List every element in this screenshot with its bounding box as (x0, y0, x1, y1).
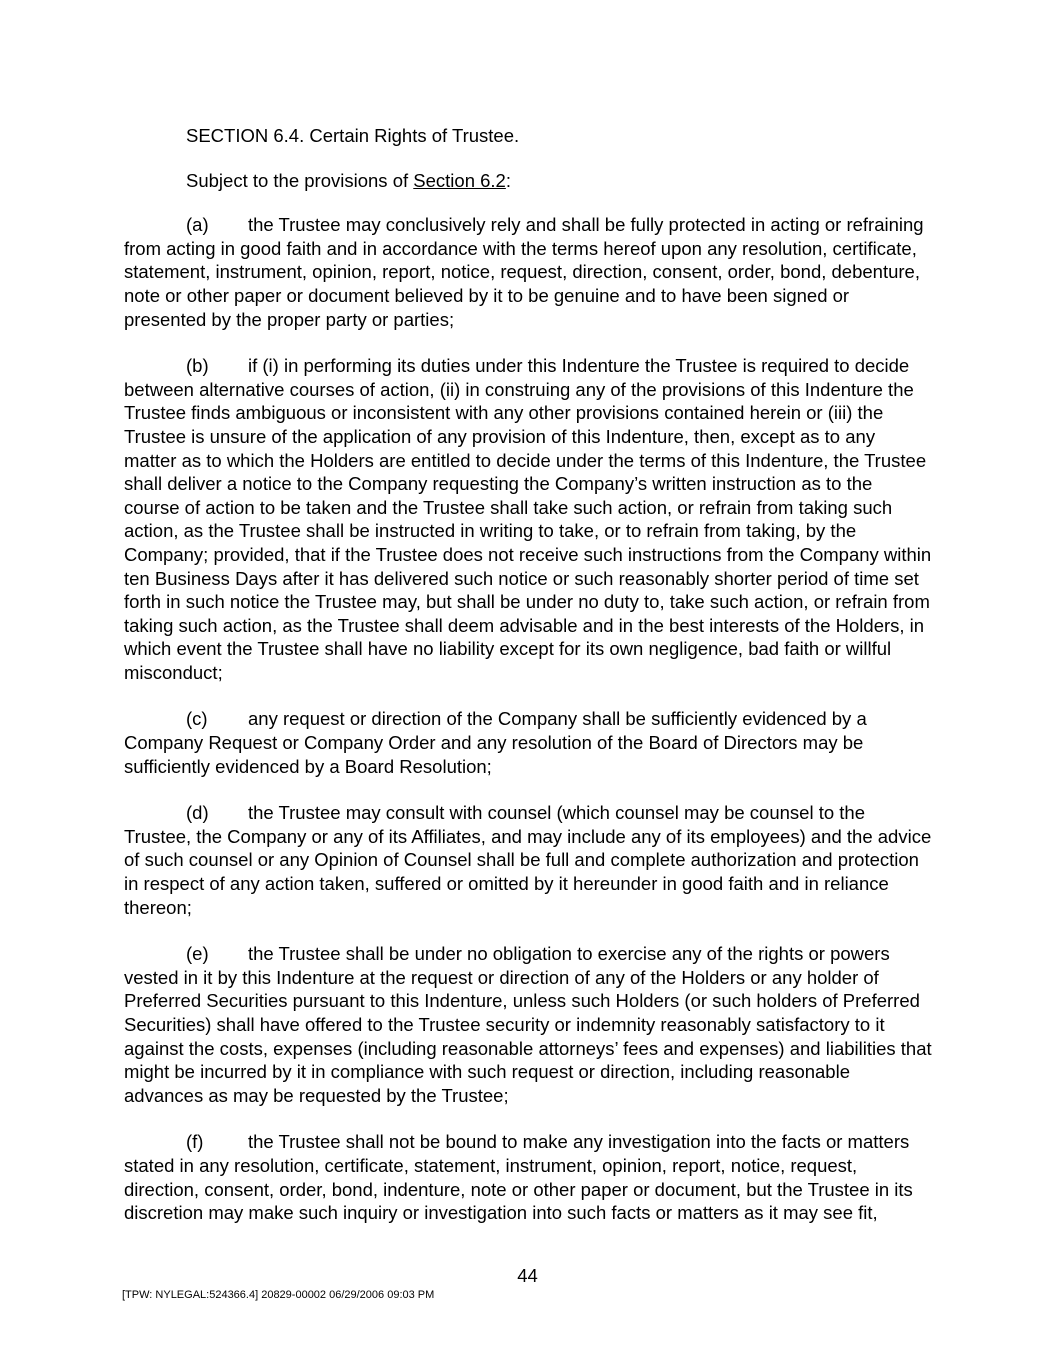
paragraph-d (124, 801, 932, 919)
paragraph-e-label: (e) (186, 943, 209, 965)
paragraph-f-label: (f) (186, 1131, 204, 1153)
paragraph-c (124, 707, 932, 778)
paragraph-b-label: (b) (186, 355, 209, 377)
paragraph-f (124, 1130, 932, 1224)
paragraph-a-text: the Trustee may conclusively rely and shall be fully protected in acting or refraining from acting in good faith and in accordance with the terms hereof upon any resolution, certificate, statement, instrument, opinion, report, notice, request, direction, consent, order, bond, debenture, note or other paper or document believed by it to be genuine and to have been signed or presented by the proper party or parties; (124, 214, 924, 330)
section-intro (124, 169, 932, 193)
intro-prefix: Subject to the provisions of (186, 169, 414, 191)
paragraph-b-text: if (i) in performing its duties under this Indenture the Trustee is required to decide between alternative courses of action, (ii) in construing any of the provisions of this Indenture the Trustee finds ambiguous or inconsistent with any other provisions contained herein or (iii) the Trustee is unsure of the application of any provision of this Indenture, then, except as to any matter as to which the Holders are entitled to decide under the terms of this Indenture, the Trustee shall deliver a notice to the Company requesting the Company’s written instruction as to the course of action to be taken and the Trustee shall take such action, or refrain from taking such action, as the Trustee shall be instructed in writing to take, or to refrain from taking, by the Company; provided, that if the Trustee does not receive such instructions from the Company within ten Business Days after it has delivered such notice or such reasonably shorter period of time set forth in such notice the Trustee may, but shall be under no duty to, take such action, or refrain from taking such action, as the Trustee shall deem advisable and in the best interests of the Holders, in which event the Trustee shall have no liability except for its own negligence, bad faith or willful misconduct; (124, 355, 932, 683)
paragraph-e-text: the Trustee shall be under no obligation to exercise any of the rights or powers vested in it by this Indenture at the request or direction of any of the Holders or any holder of Preferred Securities pursuant to this Indenture, unless such Holders (or such holders of Preferred Securities) shall have offered to the Trustee security or indemnity reasonably satisfactory to it against the costs, expenses (including reasonable attorneys’ fees and expenses) and liabilities that might be incurred by it in compliance with such request or direction, including reasonable advances as may be requested by the Trustee; (124, 943, 932, 1106)
paragraph-d-label: (d) (186, 802, 209, 824)
paragraph-c-label: (c) (186, 708, 208, 730)
paragraph-b (124, 354, 932, 684)
paragraph-a-label: (a) (186, 214, 209, 236)
paragraph-a (124, 213, 932, 331)
document-footer-id: [TPW: NYLEGAL:524366.4] 20829-00002 06/29/2006 09:03 PM (122, 1289, 435, 1301)
section-heading: SECTION 6.4. Certain Rights of Trustee. (186, 125, 520, 146)
paragraph-f-text: the Trustee shall not be bound to make any investigation into the facts or matters stated in any resolution, certificate, statement, instrument, opinion, report, notice, request, direction, consent, order, bond, indenture, note or other paper or document, but the Trustee in its discretion may make such inquiry or investigation into such facts or matters as it may see fit, (124, 1131, 913, 1224)
paragraph-e (124, 942, 932, 1107)
section-reference-link[interactable]: Section 6.2 (413, 169, 506, 191)
paragraph-c-text: any request or direction of the Company shall be sufficiently evidenced by a Company Request or Company Order and any resolution of the Board of Directors may be sufficiently evidenced by a Board Resolution; (124, 708, 867, 777)
page-number: 44 (517, 1265, 538, 1286)
paragraph-d-text: the Trustee may consult with counsel (which counsel may be counsel to the Trustee, the Company or any of its Affiliates, and may include any of its employees) and the advice of such counsel or any Opinion of Counsel shall be full and complete authorization and protection in respect of any action taken, suffered or omitted by it hereunder in good faith and in reliance thereon; (124, 802, 932, 918)
page-body (124, 124, 932, 1248)
intro-suffix: : (505, 169, 511, 191)
